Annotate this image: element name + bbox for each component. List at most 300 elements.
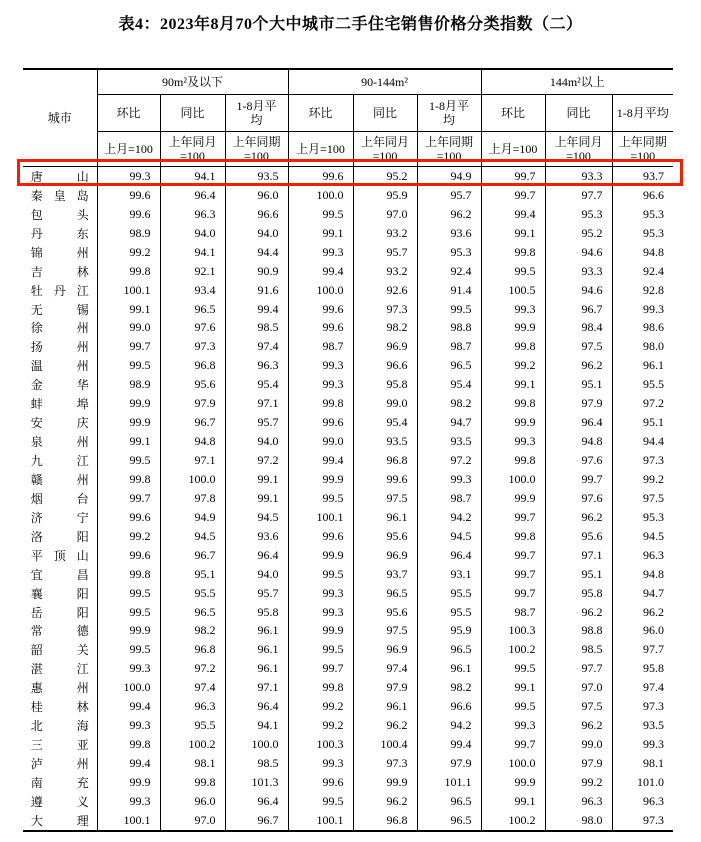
index-value: 95.3	[612, 508, 673, 527]
index-value: 99.3	[612, 735, 673, 754]
table-row	[23, 470, 673, 489]
index-value: 96.8	[353, 451, 417, 470]
index-value: 99.5	[288, 565, 353, 584]
index-value: 99.6	[288, 773, 353, 792]
index-value: 99.3	[288, 603, 353, 622]
index-value: 95.6	[353, 527, 417, 546]
index-value: 99.7	[481, 584, 545, 603]
index-value: 99.5	[97, 640, 160, 659]
index-value: 99.6	[288, 167, 353, 186]
index-value: 99.8	[481, 394, 545, 413]
table-row	[23, 243, 673, 262]
index-value: 99.9	[97, 413, 160, 432]
table-row	[23, 337, 673, 356]
index-value: 96.3	[612, 546, 673, 565]
index-value: 96.1	[225, 659, 288, 678]
index-value: 99.3	[288, 584, 353, 603]
index-value: 95.8	[225, 603, 288, 622]
index-value: 96.3	[612, 792, 673, 811]
table-row	[23, 394, 673, 413]
city-name: 锦州	[23, 243, 97, 262]
index-value: 99.8	[160, 773, 225, 792]
table-row	[23, 659, 673, 678]
index-value: 99.9	[97, 773, 160, 792]
index-value: 99.6	[288, 413, 353, 432]
index-value: 99.6	[353, 470, 417, 489]
city-name: 宜昌	[23, 565, 97, 584]
base-label-same-month-last-year: 上年同月 =100	[160, 132, 225, 167]
index-value: 99.3	[481, 716, 545, 735]
index-value: 96.8	[160, 640, 225, 659]
base-label-same-month-last-year: 上年同月 =100	[353, 132, 417, 167]
city-name: 温州	[23, 356, 97, 375]
table-row	[23, 735, 673, 754]
index-value: 100.0	[288, 186, 353, 205]
group-header-144-and-above: 144m²以上	[481, 69, 673, 95]
index-value: 92.4	[612, 262, 673, 281]
index-value: 99.8	[97, 262, 160, 281]
table-row	[23, 622, 673, 641]
index-value: 101.0	[612, 773, 673, 792]
index-value: 96.2	[545, 508, 612, 527]
index-value: 95.5	[417, 603, 481, 622]
index-value: 96.5	[160, 300, 225, 319]
city-name: 平顶山	[23, 546, 97, 565]
table-row	[23, 319, 673, 338]
index-value: 95.1	[545, 375, 612, 394]
table-row	[23, 603, 673, 622]
index-value: 99.2	[481, 356, 545, 375]
index-value: 95.3	[545, 205, 612, 224]
table-row	[23, 773, 673, 792]
city-name: 南充	[23, 773, 97, 792]
table-row	[23, 697, 673, 716]
index-value: 99.9	[288, 622, 353, 641]
base-label-same-period-last-year: 上年同期 =100	[225, 132, 288, 167]
index-value: 99.1	[481, 375, 545, 394]
index-value: 95.6	[353, 603, 417, 622]
index-value: 99.9	[288, 546, 353, 565]
city-name: 吉林	[23, 262, 97, 281]
city-name: 洛阳	[23, 527, 97, 546]
index-value: 96.6	[612, 186, 673, 205]
index-value: 99.7	[545, 470, 612, 489]
index-value: 97.9	[545, 394, 612, 413]
index-value: 99.3	[612, 300, 673, 319]
index-value: 98.4	[545, 319, 612, 338]
index-value: 98.9	[97, 224, 160, 243]
index-value: 98.2	[353, 319, 417, 338]
index-value: 97.6	[545, 451, 612, 470]
index-value: 96.1	[353, 508, 417, 527]
index-value: 95.7	[353, 243, 417, 262]
table-row-highlighted	[23, 167, 673, 186]
index-value: 94.1	[225, 716, 288, 735]
city-name: 大理	[23, 811, 97, 831]
index-value: 96.0	[225, 186, 288, 205]
index-value: 95.5	[160, 584, 225, 603]
index-value: 99.2	[545, 773, 612, 792]
index-value: 96.9	[353, 546, 417, 565]
index-value: 99.7	[97, 489, 160, 508]
table-row	[23, 262, 673, 281]
city-name: 常德	[23, 622, 97, 641]
index-value: 99.5	[97, 356, 160, 375]
index-value: 99.8	[481, 451, 545, 470]
index-value: 96.2	[545, 603, 612, 622]
index-value: 97.9	[160, 394, 225, 413]
index-value: 94.5	[160, 527, 225, 546]
index-value: 92.6	[353, 281, 417, 300]
index-value: 99.4	[97, 697, 160, 716]
index-value: 96.8	[353, 811, 417, 831]
index-value: 90.9	[225, 262, 288, 281]
index-value: 93.2	[353, 224, 417, 243]
index-value: 96.3	[160, 697, 225, 716]
index-value: 99.9	[288, 470, 353, 489]
index-value: 100.2	[160, 735, 225, 754]
index-value: 91.6	[225, 281, 288, 300]
index-value: 93.2	[353, 262, 417, 281]
table-row	[23, 432, 673, 451]
index-value: 99.7	[481, 508, 545, 527]
index-value: 93.3	[545, 167, 612, 186]
index-value: 97.5	[545, 337, 612, 356]
index-value: 99.5	[481, 262, 545, 281]
index-value: 98.2	[417, 394, 481, 413]
index-value: 97.3	[353, 300, 417, 319]
city-name: 烟台	[23, 489, 97, 508]
table-row	[23, 565, 673, 584]
index-value: 94.4	[225, 243, 288, 262]
index-value: 99.5	[288, 205, 353, 224]
index-value: 99.8	[481, 337, 545, 356]
index-value: 97.3	[612, 811, 673, 831]
index-value: 97.2	[417, 451, 481, 470]
index-value: 96.1	[225, 622, 288, 641]
index-value: 93.5	[417, 432, 481, 451]
subheader-yoy: 同比	[545, 95, 612, 132]
index-value: 99.3	[417, 470, 481, 489]
index-value: 95.3	[612, 224, 673, 243]
page-title: 表4：2023年8月70个大中城市二手住宅销售价格分类指数（二）	[118, 16, 583, 33]
index-value: 99.8	[288, 394, 353, 413]
index-value: 98.7	[417, 337, 481, 356]
index-value: 96.7	[545, 300, 612, 319]
index-value: 97.0	[160, 811, 225, 831]
index-value: 97.2	[225, 451, 288, 470]
index-value: 99.2	[612, 470, 673, 489]
index-value: 94.8	[545, 432, 612, 451]
index-value: 99.7	[481, 565, 545, 584]
city-name: 包头	[23, 205, 97, 224]
index-value: 96.4	[417, 546, 481, 565]
table-row	[23, 754, 673, 773]
index-value: 96.3	[160, 205, 225, 224]
subheader-mom: 环比	[97, 95, 160, 132]
index-value: 96.2	[417, 205, 481, 224]
subheader-mom: 环比	[288, 95, 353, 132]
index-value: 97.7	[612, 640, 673, 659]
index-value: 97.1	[545, 546, 612, 565]
index-value: 97.9	[545, 754, 612, 773]
index-value: 99.3	[97, 716, 160, 735]
index-value: 99.1	[225, 489, 288, 508]
index-value: 94.1	[160, 243, 225, 262]
city-name: 岳阳	[23, 603, 97, 622]
index-value: 100.3	[481, 622, 545, 641]
index-value: 99.4	[288, 451, 353, 470]
index-value: 95.7	[225, 413, 288, 432]
city-name: 襄阳	[23, 584, 97, 603]
index-value: 95.5	[160, 716, 225, 735]
index-value: 97.5	[353, 622, 417, 641]
index-value: 97.4	[612, 678, 673, 697]
index-value: 96.7	[160, 546, 225, 565]
index-value: 99.2	[288, 697, 353, 716]
table-row	[23, 186, 673, 205]
index-value: 94.2	[417, 716, 481, 735]
index-value: 96.2	[545, 716, 612, 735]
index-value: 93.3	[545, 262, 612, 281]
index-value: 99.1	[481, 792, 545, 811]
index-value: 97.5	[545, 697, 612, 716]
city-name: 济宁	[23, 508, 97, 527]
index-value: 91.4	[417, 281, 481, 300]
index-value: 96.1	[417, 659, 481, 678]
index-value: 100.1	[288, 508, 353, 527]
index-value: 95.2	[545, 224, 612, 243]
index-value: 95.3	[417, 243, 481, 262]
index-value: 99.3	[481, 300, 545, 319]
index-value: 96.0	[160, 792, 225, 811]
index-value: 99.7	[97, 337, 160, 356]
index-value: 95.1	[545, 565, 612, 584]
city-name: 安庆	[23, 413, 97, 432]
index-value: 99.0	[545, 735, 612, 754]
index-value: 97.3	[612, 451, 673, 470]
index-value: 93.7	[353, 565, 417, 584]
index-value: 98.5	[545, 640, 612, 659]
index-value: 97.1	[225, 394, 288, 413]
index-value: 98.7	[481, 603, 545, 622]
index-value: 96.4	[225, 792, 288, 811]
index-value: 100.0	[160, 470, 225, 489]
city-name: 韶关	[23, 640, 97, 659]
index-value: 99.7	[481, 735, 545, 754]
index-value: 94.0	[225, 565, 288, 584]
table-row	[23, 413, 673, 432]
index-value: 96.4	[225, 546, 288, 565]
index-value: 97.2	[612, 394, 673, 413]
index-value: 97.9	[417, 754, 481, 773]
city-name: 秦皇岛	[23, 186, 97, 205]
index-value: 99.3	[97, 167, 160, 186]
base-label-prev-month: 上月=100	[97, 132, 160, 167]
city-name: 泸州	[23, 754, 97, 773]
city-name: 泉州	[23, 432, 97, 451]
index-value: 94.5	[612, 527, 673, 546]
index-value: 100.0	[481, 470, 545, 489]
index-value: 100.4	[353, 735, 417, 754]
index-value: 99.1	[481, 678, 545, 697]
index-value: 100.2	[481, 811, 545, 831]
index-value: 94.0	[160, 224, 225, 243]
index-value: 99.7	[288, 659, 353, 678]
city-name: 牡丹江	[23, 281, 97, 300]
index-value: 99.5	[481, 659, 545, 678]
index-value: 95.7	[225, 584, 288, 603]
index-value: 98.0	[612, 337, 673, 356]
index-value: 96.6	[417, 697, 481, 716]
index-value: 95.7	[417, 186, 481, 205]
index-value: 95.1	[160, 565, 225, 584]
index-value: 101.3	[225, 773, 288, 792]
index-value: 99.8	[481, 527, 545, 546]
index-value: 98.1	[612, 754, 673, 773]
index-value: 99.5	[97, 603, 160, 622]
index-value: 94.8	[612, 243, 673, 262]
index-value: 99.9	[481, 319, 545, 338]
subheader-mom: 环比	[481, 95, 545, 132]
city-name: 丹东	[23, 224, 97, 243]
index-value: 94.6	[545, 243, 612, 262]
table-row	[23, 489, 673, 508]
index-value: 97.5	[353, 489, 417, 508]
index-value: 96.5	[417, 356, 481, 375]
index-value: 99.2	[288, 716, 353, 735]
table-row	[23, 640, 673, 659]
index-value: 100.2	[481, 640, 545, 659]
index-value: 96.6	[353, 356, 417, 375]
subheader-avg: 1-8月平 均	[225, 95, 288, 132]
index-value: 99.1	[481, 224, 545, 243]
index-value: 98.7	[288, 337, 353, 356]
index-value: 99.6	[288, 319, 353, 338]
index-value: 99.3	[288, 356, 353, 375]
table-row	[23, 451, 673, 470]
index-value: 96.9	[353, 640, 417, 659]
subheader-yoy: 同比	[353, 95, 417, 132]
index-value: 99.6	[97, 186, 160, 205]
table-row	[23, 792, 673, 811]
base-label-prev-month: 上月=100	[288, 132, 353, 167]
index-value: 97.2	[160, 659, 225, 678]
index-value: 99.3	[481, 432, 545, 451]
index-value: 96.5	[417, 811, 481, 831]
index-value: 95.9	[353, 186, 417, 205]
index-value: 99.9	[353, 773, 417, 792]
index-value: 96.0	[612, 622, 673, 641]
index-value: 93.4	[160, 281, 225, 300]
base-label-prev-month: 上月=100	[481, 132, 545, 167]
index-value: 97.7	[545, 659, 612, 678]
index-value: 99.3	[97, 792, 160, 811]
index-value: 100.0	[288, 281, 353, 300]
index-value: 95.6	[545, 527, 612, 546]
index-value: 99.9	[481, 773, 545, 792]
index-value: 99.6	[288, 527, 353, 546]
index-value: 99.8	[481, 243, 545, 262]
index-value: 99.7	[481, 186, 545, 205]
index-value: 96.4	[160, 186, 225, 205]
index-value: 95.6	[160, 375, 225, 394]
index-value: 96.6	[225, 205, 288, 224]
index-value: 93.5	[353, 432, 417, 451]
city-name: 金华	[23, 375, 97, 394]
index-value: 98.1	[160, 754, 225, 773]
city-name: 唐山	[23, 167, 97, 186]
index-value: 94.9	[417, 167, 481, 186]
city-name: 惠州	[23, 678, 97, 697]
index-value: 94.0	[225, 224, 288, 243]
index-value: 99.3	[288, 754, 353, 773]
index-value: 99.8	[97, 565, 160, 584]
index-value: 92.8	[612, 281, 673, 300]
index-value: 95.4	[417, 375, 481, 394]
base-label-same-month-last-year: 上年同月 =100	[545, 132, 612, 167]
index-value: 99.6	[288, 300, 353, 319]
table-row	[23, 678, 673, 697]
index-value: 94.8	[160, 432, 225, 451]
index-value: 99.0	[288, 432, 353, 451]
index-value: 95.1	[612, 413, 673, 432]
index-value: 99.5	[288, 792, 353, 811]
subheader-yoy: 同比	[160, 95, 225, 132]
index-value: 99.5	[97, 451, 160, 470]
city-name: 赣州	[23, 470, 97, 489]
city-name: 无锡	[23, 300, 97, 319]
index-value: 96.4	[225, 697, 288, 716]
price-index-table	[23, 68, 673, 832]
index-value: 95.3	[612, 205, 673, 224]
index-value: 99.5	[288, 640, 353, 659]
index-value: 96.5	[160, 603, 225, 622]
index-value: 96.8	[160, 356, 225, 375]
index-value: 99.5	[481, 697, 545, 716]
index-value: 92.1	[160, 262, 225, 281]
index-value: 95.5	[417, 584, 481, 603]
index-value: 101.1	[417, 773, 481, 792]
index-value: 98.9	[97, 375, 160, 394]
index-value: 96.2	[612, 603, 673, 622]
index-value: 97.1	[225, 678, 288, 697]
index-value: 93.5	[225, 167, 288, 186]
index-value: 96.2	[545, 356, 612, 375]
index-value: 99.9	[481, 413, 545, 432]
index-value: 94.5	[417, 527, 481, 546]
index-value: 98.7	[417, 489, 481, 508]
index-value: 99.5	[288, 489, 353, 508]
index-value: 94.0	[225, 432, 288, 451]
index-value: 95.8	[612, 659, 673, 678]
index-value: 94.7	[417, 413, 481, 432]
index-value: 99.1	[288, 224, 353, 243]
index-value: 94.6	[545, 281, 612, 300]
index-value: 96.1	[225, 640, 288, 659]
city-name: 桂林	[23, 697, 97, 716]
index-value: 99.6	[97, 508, 160, 527]
index-value: 99.4	[288, 262, 353, 281]
index-value: 100.0	[225, 735, 288, 754]
index-value: 99.5	[97, 584, 160, 603]
index-value: 97.0	[545, 678, 612, 697]
index-value: 93.6	[417, 224, 481, 243]
index-value: 99.2	[97, 527, 160, 546]
index-value: 98.6	[612, 319, 673, 338]
index-value: 98.8	[545, 622, 612, 641]
index-value: 94.8	[612, 565, 673, 584]
